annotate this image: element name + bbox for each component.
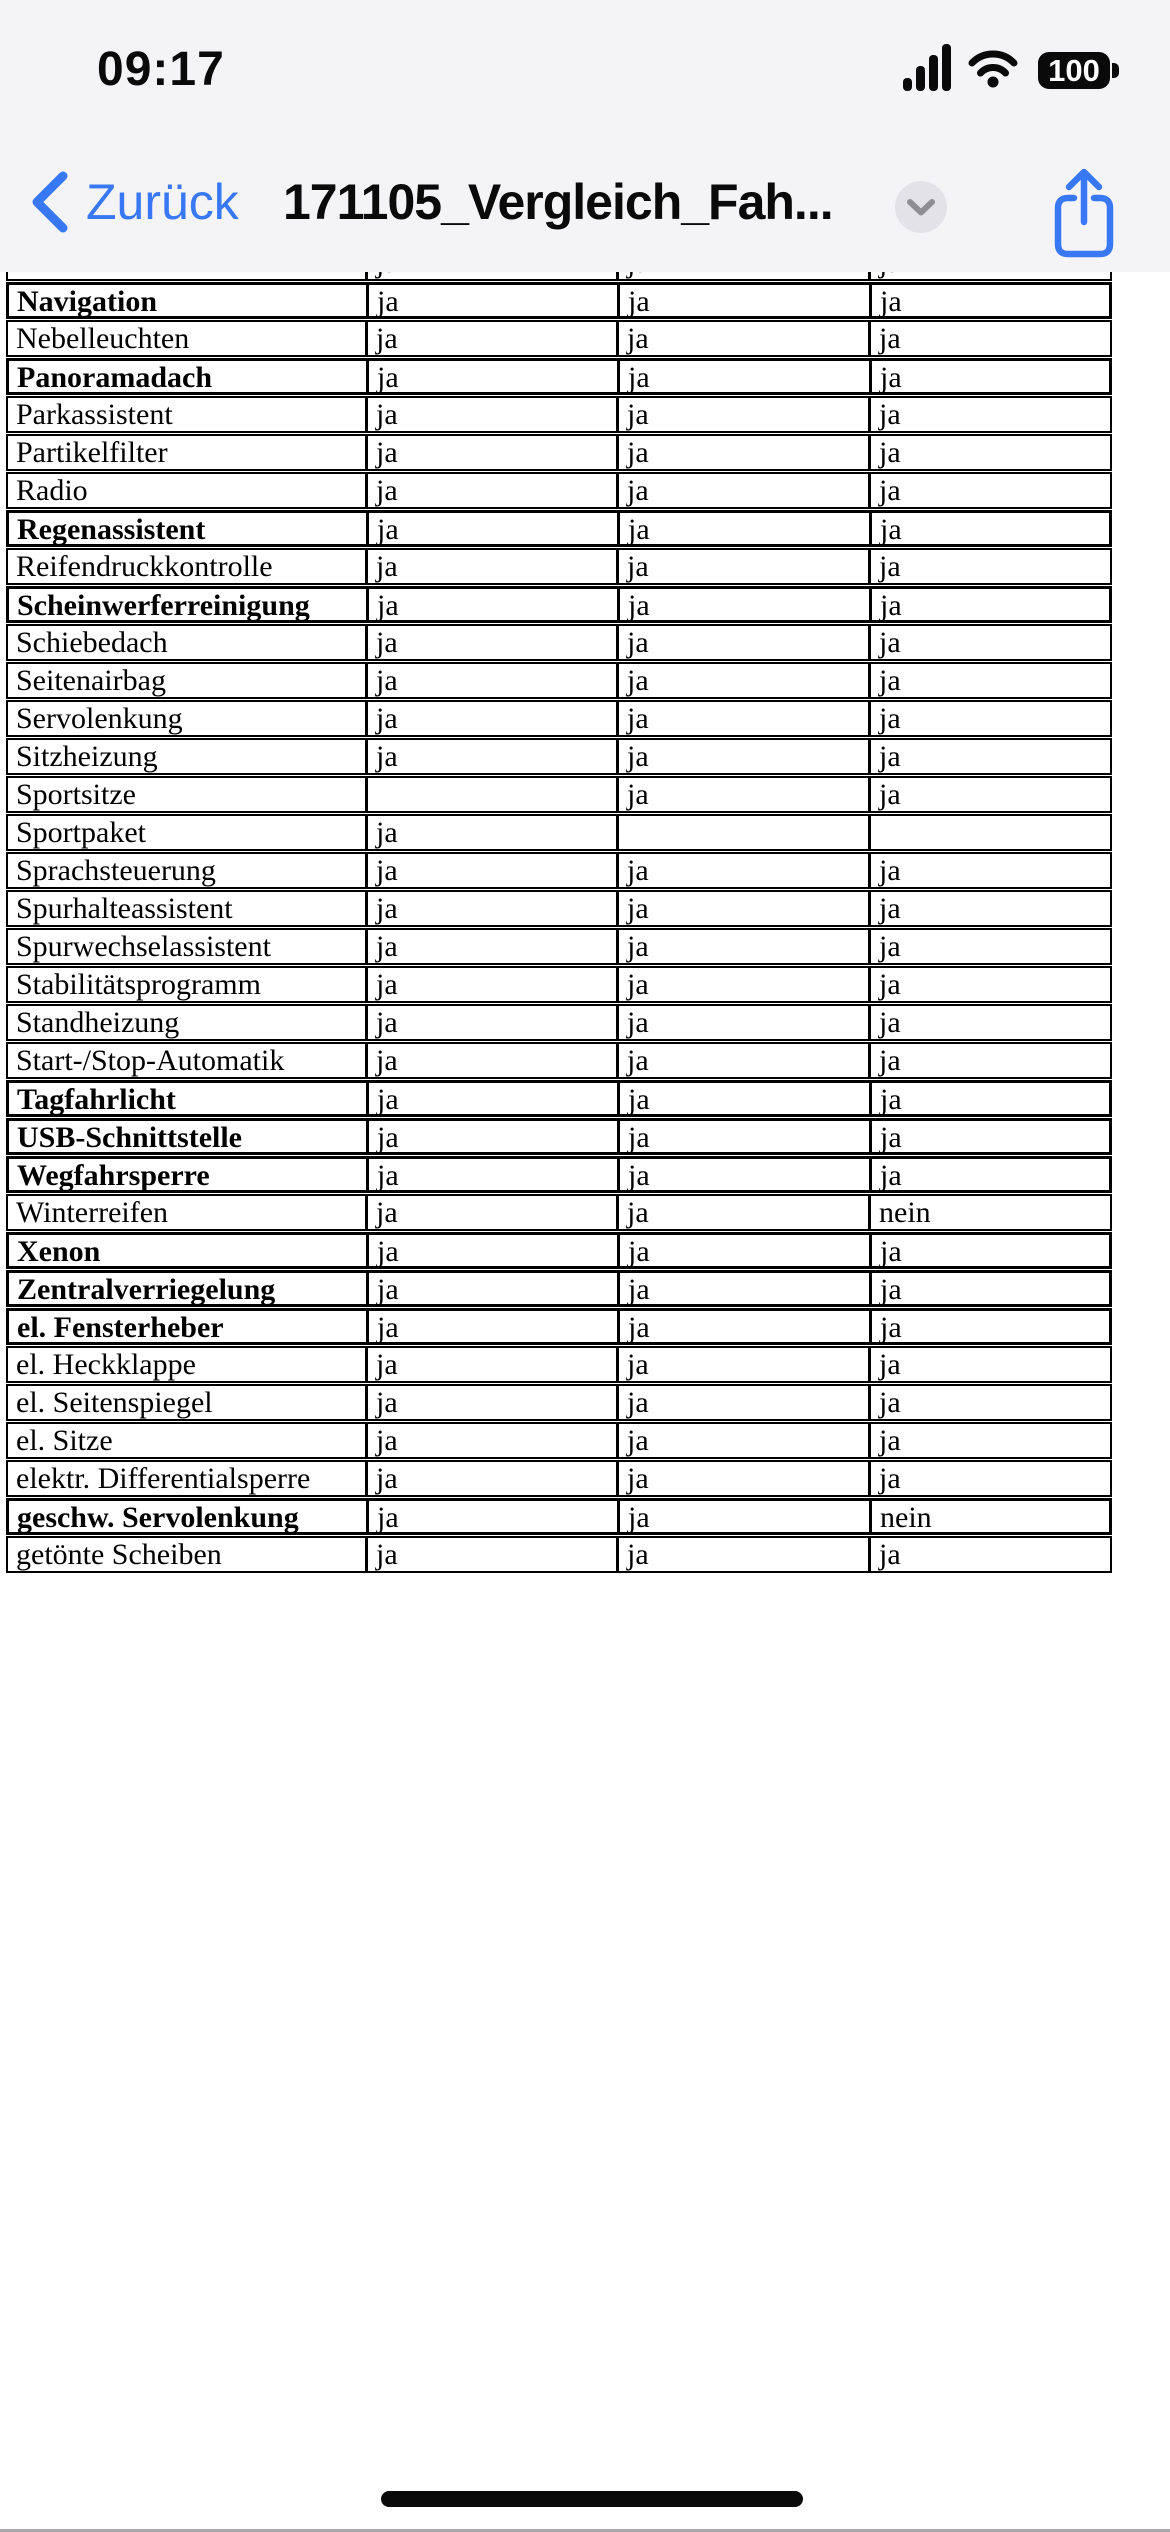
back-button-label: Zurück <box>86 174 239 230</box>
feature-value-cell: ja <box>616 702 868 736</box>
table-row <box>6 1042 1112 1079</box>
feature-name-cell: Panoramadach <box>17 361 212 394</box>
feature-value-cell: ja <box>869 1159 1109 1193</box>
feature-value-cell: ja <box>616 626 868 660</box>
feature-name-cell: Scheinwerferreinigung <box>17 589 310 622</box>
feature-value-cell: ja <box>869 1083 1109 1117</box>
feature-name-cell: getönte Scheiben <box>16 1538 222 1571</box>
feature-value-cell: ja <box>365 968 616 1002</box>
feature-value-cell: ja <box>365 1462 616 1496</box>
feature-value-cell: ja <box>616 1538 868 1572</box>
feature-name-cell: Sportpaket <box>16 816 146 849</box>
feature-value-cell: ja <box>868 1538 1110 1572</box>
feature-value-cell: ja <box>365 1424 616 1458</box>
feature-name-cell: Parkassistent <box>16 398 173 431</box>
table-row <box>6 814 1112 851</box>
feature-value-cell: ja <box>868 1386 1110 1420</box>
wifi-icon <box>968 50 1018 88</box>
feature-value-cell: ja <box>616 1386 868 1420</box>
share-icon <box>1058 172 1110 254</box>
feature-value-cell: ja <box>868 398 1110 432</box>
feature-name-cell: elektr. Differentialsperre <box>16 1462 311 1495</box>
feature-value-cell: ja <box>869 361 1109 395</box>
feature-value-cell: ja <box>365 930 616 964</box>
nav-bar <box>0 132 1170 272</box>
feature-name-cell: Regenassistent <box>17 513 206 546</box>
feature-value-cell: ja <box>617 1159 869 1193</box>
feature-value-cell <box>365 778 616 812</box>
feature-value-cell: ja <box>365 1386 616 1420</box>
status-time: 09:17 <box>97 43 225 96</box>
table-row <box>6 358 1112 395</box>
feature-value-cell: ja <box>616 1044 868 1078</box>
feature-name-cell: Xenon <box>17 1235 101 1268</box>
feature-value-cell: ja <box>617 589 869 623</box>
feature-value-cell: ja <box>365 550 616 584</box>
table-row <box>6 510 1112 547</box>
table-row <box>6 1118 1112 1155</box>
document-content[interactable] <box>0 272 1170 2392</box>
feature-name-cell: Seitenairbag <box>16 664 166 697</box>
feature-value-cell: ja <box>616 1196 868 1230</box>
feature-name-cell: Servolenkung <box>16 702 183 735</box>
cellular-signal-icon <box>903 44 951 91</box>
table-row <box>6 1460 1112 1497</box>
table-row <box>6 282 1112 319</box>
feature-value-cell: ja <box>616 1006 868 1040</box>
feature-value-cell: ja <box>365 1044 616 1078</box>
feature-value-cell: ja <box>366 589 617 623</box>
feature-value-cell: ja <box>616 474 868 508</box>
feature-value-cell: ja <box>616 398 868 432</box>
feature-name-cell: Winterreifen <box>16 1196 169 1229</box>
feature-value-cell: ja <box>616 664 868 698</box>
feature-value-cell: ja <box>616 892 868 926</box>
feature-value-cell: ja <box>617 1311 869 1345</box>
table-row <box>6 1004 1112 1041</box>
feature-name-cell: geschw. Servolenkung <box>17 1501 299 1534</box>
table-row <box>6 890 1112 927</box>
feature-value-cell: ja <box>366 513 617 547</box>
feature-value-cell: ja <box>869 589 1109 623</box>
table-row <box>6 1194 1112 1231</box>
feature-name-cell: Wegfahrsperre <box>17 1159 210 1192</box>
feature-value-cell: ja <box>617 1083 869 1117</box>
feature-table <box>6 272 1112 1574</box>
feature-value-cell: ja <box>868 1044 1110 1078</box>
feature-value-cell: ja <box>616 436 868 470</box>
table-row <box>6 1270 1112 1307</box>
feature-value-cell: ja <box>616 968 868 1002</box>
feature-value-cell: ja <box>366 1159 617 1193</box>
table-row <box>6 1232 1112 1269</box>
chevron-down-icon <box>907 199 935 216</box>
feature-value-cell: ja <box>616 550 868 584</box>
feature-value-cell: ja <box>868 626 1110 660</box>
table-row <box>6 586 1112 623</box>
feature-value-cell: ja <box>366 1235 617 1269</box>
feature-name-cell: Sitzheizung <box>16 740 158 773</box>
feature-value-cell: ja <box>616 740 868 774</box>
table-row <box>6 700 1112 737</box>
battery-percent-label: 100 <box>1048 53 1100 88</box>
table-row <box>6 1536 1112 1573</box>
feature-value-cell: ja <box>366 1501 617 1535</box>
feature-value-cell: ja <box>616 778 868 812</box>
feature-value-cell: ja <box>868 1462 1110 1496</box>
feature-value-cell: ja <box>366 1311 617 1345</box>
table-row <box>6 776 1112 813</box>
back-button[interactable] <box>30 132 239 272</box>
feature-value-cell <box>616 816 868 850</box>
feature-value-cell <box>868 816 1110 850</box>
feature-value-cell: ja <box>366 1273 617 1307</box>
feature-value-cell: ja <box>365 1538 616 1572</box>
feature-value-cell: nein <box>869 1501 1109 1535</box>
feature-value-cell: ja <box>366 1083 617 1117</box>
feature-value-cell: ja <box>616 1348 868 1382</box>
feature-value-cell: ja <box>869 513 1109 547</box>
table-row <box>6 1422 1112 1459</box>
feature-value-cell: ja <box>617 1273 869 1307</box>
feature-name-cell: Standheizung <box>16 1006 180 1039</box>
feature-value-cell: ja <box>616 322 868 356</box>
feature-value-cell: ja <box>869 1121 1109 1155</box>
feature-value-cell: ja <box>365 474 616 508</box>
table-row <box>6 1346 1112 1383</box>
feature-value-cell: ja <box>616 1462 868 1496</box>
feature-value-cell: ja <box>869 285 1109 319</box>
share-button[interactable] <box>1053 166 1115 260</box>
feature-name-cell: el. Fensterheber <box>17 1311 224 1344</box>
battery-icon <box>1038 52 1110 89</box>
chevron-left-icon <box>30 172 68 232</box>
feature-value-cell: ja <box>617 1121 869 1155</box>
feature-value-cell: ja <box>868 930 1110 964</box>
feature-value-cell: ja <box>365 702 616 736</box>
feature-value-cell: ja <box>365 892 616 926</box>
feature-name-cell: Nebelleuchten <box>16 322 190 355</box>
table-row <box>6 1498 1112 1535</box>
feature-name-cell: USB-Schnittstelle <box>17 1121 242 1154</box>
feature-name-cell: Spurhalteassistent <box>16 892 233 925</box>
feature-name-cell: Stabilitätsprogramm <box>16 968 261 1001</box>
feature-value-cell: ja <box>617 1235 869 1269</box>
feature-value-cell: ja <box>617 513 869 547</box>
feature-name-cell: Schiebedach <box>16 626 168 659</box>
feature-value-cell: ja <box>868 968 1110 1002</box>
table-row <box>6 1308 1112 1345</box>
feature-value-cell: ja <box>868 1348 1110 1382</box>
feature-name-cell: el. Seitenspiegel <box>16 1386 213 1419</box>
feature-value-cell: ja <box>868 702 1110 736</box>
feature-value-cell: ja <box>616 854 868 888</box>
feature-value-cell: ja <box>868 892 1110 926</box>
feature-name-cell: Navigation <box>17 285 158 318</box>
feature-value-cell: ja <box>365 854 616 888</box>
feature-name-cell: Sportsitze <box>16 778 136 811</box>
feature-name-cell: Start-/Stop-Automatik <box>16 1044 285 1077</box>
table-row <box>6 320 1112 357</box>
feature-name-cell: Partikelfilter <box>16 436 168 469</box>
title-menu-button[interactable] <box>895 181 947 233</box>
battery-nub <box>1112 63 1119 78</box>
feature-value-cell: ja <box>868 1424 1110 1458</box>
feature-value-cell: ja <box>868 1006 1110 1040</box>
feature-value-cell: ja <box>868 854 1110 888</box>
feature-value-cell: ja <box>868 474 1110 508</box>
feature-value-cell: ja <box>365 436 616 470</box>
feature-value-cell: ja <box>365 398 616 432</box>
feature-value-cell: ja <box>869 1273 1109 1307</box>
home-indicator[interactable] <box>381 2491 803 2507</box>
feature-value-cell: ja <box>365 664 616 698</box>
feature-name-cell: Sprachsteuerung <box>16 854 216 887</box>
feature-name-cell: Radio <box>16 474 88 507</box>
feature-value-cell: ja <box>869 1311 1109 1345</box>
table-row <box>6 662 1112 699</box>
feature-name-cell: el. Sitze <box>16 1424 113 1457</box>
feature-value-cell: ja <box>365 1348 616 1382</box>
document-title: 171105_Vergleich_Fah... <box>283 174 833 230</box>
table-row <box>6 396 1112 433</box>
feature-value-cell: ja <box>365 816 616 850</box>
table-row <box>6 852 1112 889</box>
feature-value-cell: ja <box>869 1235 1109 1269</box>
feature-value-cell: ja <box>366 1121 617 1155</box>
feature-value-cell: ja <box>868 550 1110 584</box>
feature-value-cell: ja <box>868 322 1110 356</box>
table-row <box>6 738 1112 775</box>
feature-value-cell: ja <box>365 1006 616 1040</box>
feature-value-cell: ja <box>365 626 616 660</box>
table-row <box>6 548 1112 585</box>
feature-value-cell: ja <box>616 1424 868 1458</box>
table-row <box>6 624 1112 661</box>
feature-value-cell: ja <box>868 664 1110 698</box>
table-row <box>6 1080 1112 1117</box>
feature-value-cell: ja <box>868 778 1110 812</box>
feature-value-cell: ja <box>868 740 1110 774</box>
feature-value-cell: ja <box>617 1501 869 1535</box>
table-row <box>6 1156 1112 1193</box>
feature-name-cell: el. Heckklappe <box>16 1348 196 1381</box>
feature-value-cell: ja <box>366 285 617 319</box>
feature-value-cell: ja <box>365 322 616 356</box>
feature-name-cell: Spurwechselassistent <box>16 930 271 963</box>
feature-name-cell: Reifendruckkontrolle <box>16 550 273 583</box>
feature-value-cell: ja <box>616 930 868 964</box>
feature-name-cell: Zentralverriegelung <box>17 1273 276 1306</box>
feature-value-cell: ja <box>365 740 616 774</box>
table-row <box>6 434 1112 471</box>
feature-value-cell: ja <box>366 361 617 395</box>
table-row <box>6 472 1112 509</box>
table-row <box>6 928 1112 965</box>
table-row <box>6 1384 1112 1421</box>
feature-value-cell: ja <box>868 436 1110 470</box>
table-row <box>6 966 1112 1003</box>
feature-value-cell: ja <box>365 1196 616 1230</box>
feature-value-cell: nein <box>868 1196 1110 1230</box>
feature-value-cell: ja <box>617 285 869 319</box>
feature-value-cell: ja <box>617 361 869 395</box>
feature-name-cell: Tagfahrlicht <box>17 1083 176 1116</box>
